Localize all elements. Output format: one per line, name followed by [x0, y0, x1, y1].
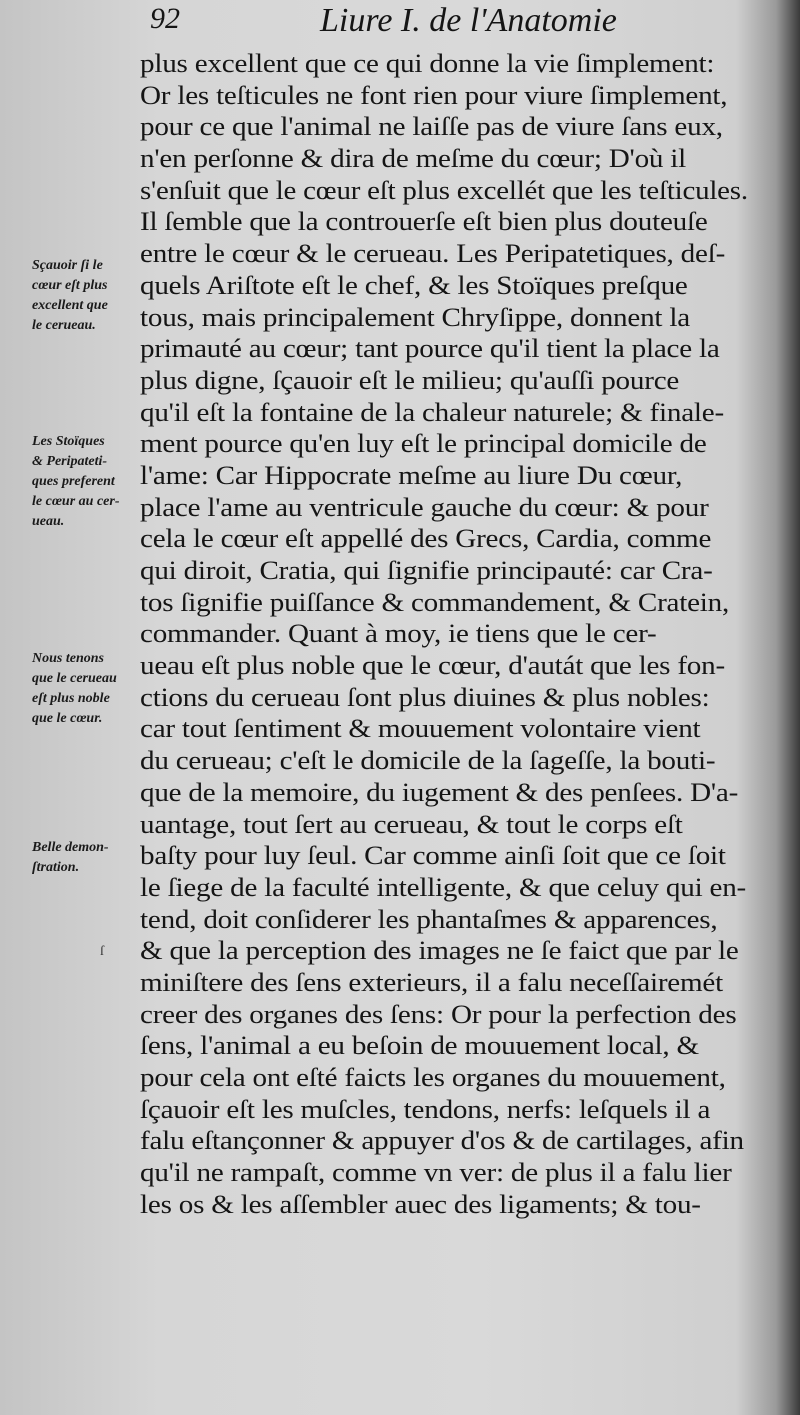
text-line-content: uantage, tout ſert au cerueau, & tout le corps eſt	[140, 809, 683, 839]
text-line	[140, 397, 750, 429]
text-line	[140, 809, 750, 841]
marginal-line: cœur eſt plus	[32, 278, 108, 293]
text-line	[140, 1157, 750, 1189]
text-line	[140, 587, 750, 619]
text-line	[140, 904, 750, 936]
marginal-line: eſt plus noble	[32, 691, 110, 706]
text-line	[140, 238, 750, 270]
text-line	[140, 1189, 750, 1221]
text-line-content: plus digne, ſçauoir eſt le milieu; qu'auſſi pource	[140, 365, 680, 395]
text-line	[140, 999, 750, 1031]
text-line	[140, 1062, 750, 1094]
text-line	[140, 206, 750, 238]
text-line	[140, 175, 750, 207]
marginal-line: que le cœur.	[32, 711, 103, 726]
marginal-line: le cerueau.	[32, 318, 96, 333]
marginal-note-4	[32, 838, 150, 878]
text-line-content: le ſiege de la faculté intelligente, & que celuy qui en-	[140, 872, 747, 902]
text-line-content: pour cela ont eſté faicts les organes du mouuement,	[140, 1063, 726, 1092]
text-line	[140, 111, 750, 143]
text-line-content: qu'il eſt la fontaine de la chaleur naturele; & finale-	[140, 397, 724, 427]
main-text	[140, 48, 750, 1220]
text-line	[140, 935, 750, 967]
text-line	[140, 745, 750, 777]
text-line-content: tend, doit conſiderer les phantaſmes & apparences,	[140, 904, 718, 934]
text-line-content: falu eſtançonner & appuyer d'os & de cartilages, afin	[140, 1126, 744, 1156]
marginal-line: excellent que	[32, 298, 108, 313]
text-line	[140, 270, 750, 302]
text-line-content: creer des organes des ſens: Or pour la perfection des	[140, 999, 737, 1029]
text-line	[140, 618, 750, 650]
text-line-content: s'enſuit que le cœur eſt plus excellét que les teſticules.	[140, 175, 748, 205]
text-line-content: car tout ſentiment & mouuement volontaire vient	[140, 714, 701, 744]
text-line-content: Or les teſticules ne font rien pour viure ſimplement,	[140, 80, 728, 110]
text-line-content: commander. Quant à moy, ie tiens que le cer-	[140, 619, 657, 649]
marginal-line: & Peripateti-	[32, 454, 108, 469]
running-title: Liure I. de l'Anatomie	[320, 2, 617, 39]
text-line-content: tos ſignifie puiſſance & commandement, & Cratein,	[140, 587, 730, 617]
text-line	[140, 460, 750, 492]
text-line-content: n'en perſonne & dira de meſme du cœur; D'où il	[140, 144, 687, 174]
text-line-content: les os & les aſſembler auec des ligaments; & tou-	[140, 1189, 701, 1219]
text-line-content: entre le cœur & le cerueau. Les Peripatetiques, deſ-	[140, 239, 726, 269]
marginal-note-2	[32, 432, 150, 532]
text-line	[140, 713, 750, 745]
text-line	[140, 682, 750, 714]
text-line-content: ſens, l'animal a eu beſoin de mouuement local, &	[140, 1031, 699, 1061]
text-line-content: l'ame: Car Hippocrate meſme au liure Du cœur,	[140, 460, 683, 490]
text-line-content: ment pource qu'en luy eſt le principal domicile de	[140, 429, 707, 459]
text-line-content: du cerueau; c'eſt le domicile de la ſageſſe, la bouti-	[140, 746, 716, 776]
text-line	[140, 492, 750, 524]
text-line-content: pour ce que l'animal ne laiſſe pas de viure ſans eux,	[140, 112, 723, 142]
text-line-content: miniſtere des ſens exterieurs, il a falu neceſſairemét	[140, 967, 723, 997]
text-line	[140, 555, 750, 587]
marginal-note-1	[32, 256, 150, 336]
page-header	[150, 2, 750, 42]
text-line	[140, 302, 750, 334]
text-line	[140, 365, 750, 397]
text-line	[140, 1094, 750, 1126]
text-line-content: cela le cœur eſt appellé des Grecs, Cardia, comme	[140, 524, 712, 554]
text-line	[140, 650, 750, 682]
text-line	[140, 428, 750, 460]
text-line-content: que de la memoire, du iugement & des penſees. D'a-	[140, 777, 739, 807]
text-line	[140, 48, 750, 80]
text-line-content: qui diroit, Cratia, qui ſignifie principauté: car Cra-	[140, 556, 713, 585]
marginal-line: ſtration.	[32, 860, 80, 875]
text-line	[140, 80, 750, 112]
text-line	[140, 1030, 750, 1062]
marginal-line: Belle demon-	[32, 840, 109, 855]
text-line-content: plus excellent que ce qui donne la vie ſimplement:	[140, 49, 715, 78]
text-line-content: place l'ame au ventricule gauche du cœur: & pour	[140, 492, 709, 522]
marginal-line: ques preferent	[32, 474, 115, 489]
text-line-content: baſty pour luy ſeul. Car comme ainſi ſoit que ce ſoit	[140, 841, 726, 871]
text-line	[140, 840, 750, 872]
marginal-line: Les Stoïques	[32, 434, 105, 449]
text-line-content: ctions du cerueau ſont plus diuines & plus nobles:	[140, 682, 710, 712]
page-number: 92	[150, 2, 180, 35]
marginal-line: que le cerueau	[32, 671, 117, 686]
marginal-note-3	[32, 649, 150, 729]
text-line	[140, 143, 750, 175]
text-line	[140, 333, 750, 365]
marginal-line: Nous tenons	[32, 651, 104, 666]
stray-ink-mark: ſ	[100, 944, 104, 959]
text-line-content: tous, mais principalement Chryſippe, donnent la	[140, 302, 690, 332]
text-line-content: qu'il ne rampaſt, comme vn ver: de plus il a falu lier	[140, 1158, 732, 1188]
marginal-line: Sçauoir ſi le	[32, 258, 103, 273]
text-line-content: ueau eſt plus noble que le cœur, d'autát que les fon-	[140, 651, 725, 681]
text-line-content: quels Ariſtote eſt le chef, & les Stoïques preſque	[140, 270, 688, 300]
text-line	[140, 1125, 750, 1157]
text-line	[140, 872, 750, 904]
text-line-content: Il ſemble que la controuerſe eſt bien plus douteuſe	[140, 207, 708, 237]
text-line	[140, 523, 750, 555]
text-line-content: & que la perception des images ne ſe faict que par le	[140, 936, 739, 966]
marginal-line: ueau.	[32, 514, 65, 529]
text-line-content: ſçauoir eſt les muſcles, tendons, nerfs: leſquels il a	[140, 1094, 711, 1124]
text-line	[140, 967, 750, 999]
marginal-line: le cœur au cer-	[32, 494, 120, 509]
text-line-content: primauté au cœur; tant pource qu'il tient la place la	[140, 334, 720, 364]
text-line	[140, 777, 750, 809]
